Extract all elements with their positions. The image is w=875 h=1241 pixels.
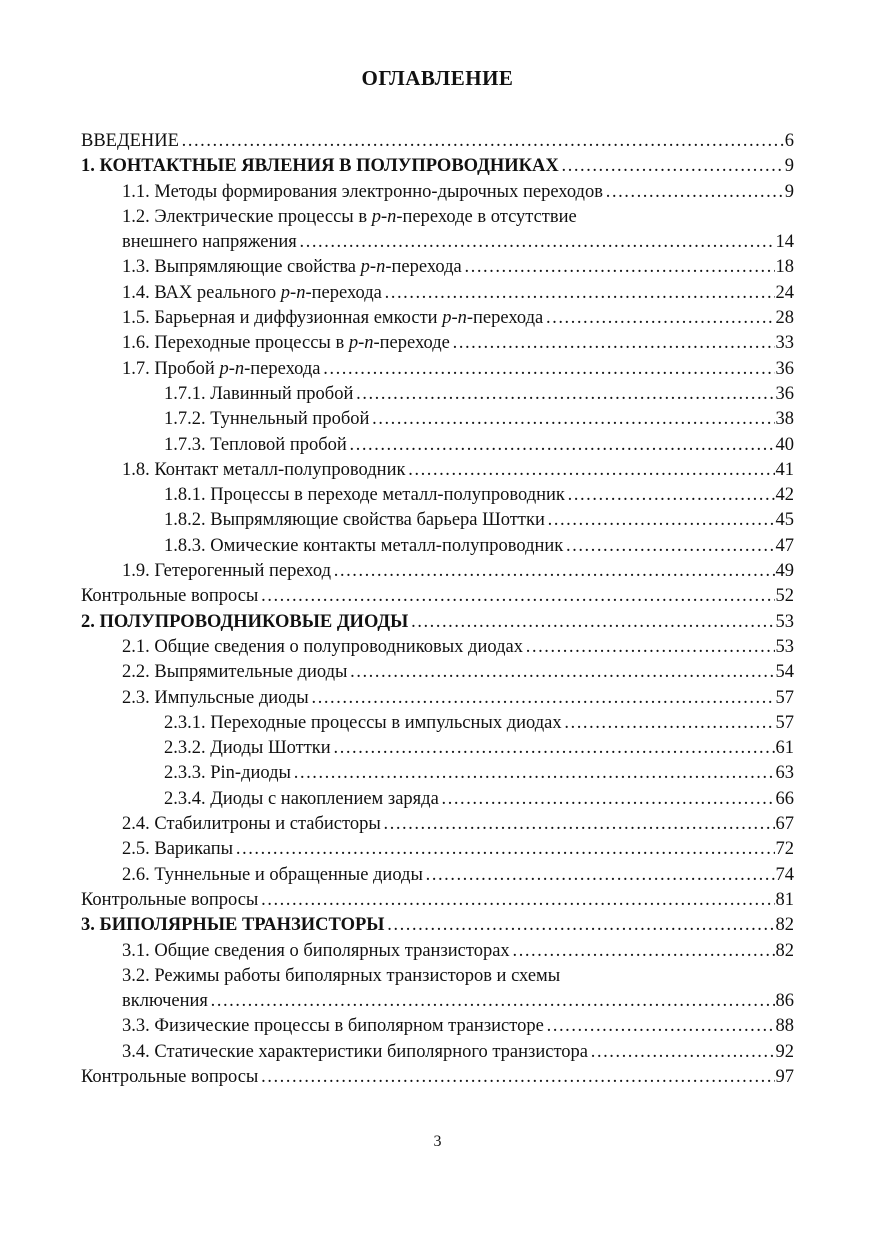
toc-entry[interactable] xyxy=(81,837,794,862)
table-of-contents xyxy=(81,129,794,1090)
toc-entry-page: 97 xyxy=(775,1066,794,1087)
toc-entry[interactable] xyxy=(81,281,794,306)
toc-entry-page: 38 xyxy=(775,409,794,430)
toc-dot-leader xyxy=(384,281,775,306)
toc-entry[interactable] xyxy=(81,180,794,205)
toc-entry[interactable] xyxy=(81,508,794,533)
toc-entry-title: 2.3.3. Pin-диоды xyxy=(164,763,291,784)
toc-entry-page: 52 xyxy=(775,586,794,607)
toc-entry[interactable] xyxy=(81,989,794,1014)
toc-entry-title: 3.1. Общие сведения о биполярных транзисторах xyxy=(122,940,510,961)
toc-entry-page: 36 xyxy=(775,358,794,379)
toc-entry[interactable] xyxy=(81,1014,794,1039)
toc-entry-title: 2. ПОЛУПРОВОДНИКОВЫЕ ДИОДЫ xyxy=(81,611,409,632)
toc-dot-leader xyxy=(349,660,774,685)
toc-entry-title: 3.4. Статические характеристики биполярного транзистора xyxy=(122,1041,588,1062)
toc-entry[interactable] xyxy=(81,939,794,964)
toc-entry[interactable] xyxy=(81,787,794,812)
toc-entry-title: 1.8.3. Омические контакты металл-полупроводник xyxy=(164,535,564,556)
toc-entry-title: 2.5. Варикапы xyxy=(122,839,234,860)
toc-entry-title: 1.7.3. Тепловой пробой xyxy=(164,434,347,455)
toc-entry[interactable] xyxy=(81,686,794,711)
toc-entry-page: 6 xyxy=(784,131,794,151)
toc-entry[interactable] xyxy=(81,306,794,331)
toc-dot-leader xyxy=(349,433,775,458)
toc-entry-page: 82 xyxy=(775,915,794,936)
toc-entry-title: 1.8. Контакт металл-полупроводник xyxy=(122,459,406,480)
toc-entry-title: 1. КОНТАКТНЫЕ ЯВЛЕНИЯ В ПОЛУПРОВОДНИКАХ xyxy=(81,156,559,177)
toc-dot-leader xyxy=(210,989,775,1014)
toc-entry[interactable] xyxy=(81,635,794,660)
toc-entry-title: 1.7.2. Туннельный пробой xyxy=(164,409,370,430)
toc-dot-leader xyxy=(441,787,775,812)
toc-entry[interactable] xyxy=(81,154,794,179)
page-title: ОГЛАВЛЕНИЕ xyxy=(361,66,514,90)
toc-entry-title: 2.4. Стабилитроны и стабисторы xyxy=(122,814,381,835)
toc-dot-leader xyxy=(407,458,774,483)
toc-entry[interactable] xyxy=(81,129,794,154)
toc-entry-page: 28 xyxy=(775,308,794,329)
toc-dot-leader xyxy=(333,736,775,761)
toc-entry-page: 63 xyxy=(775,763,794,784)
toc-entry[interactable] xyxy=(81,964,794,989)
toc-entry-page: 61 xyxy=(775,738,794,759)
toc-entry-page: 57 xyxy=(775,712,794,733)
toc-entry-page: 74 xyxy=(775,864,794,885)
toc-entry[interactable] xyxy=(81,357,794,382)
toc-entry-page: 57 xyxy=(775,687,794,708)
toc-entry-title: 1.2. Электрические процессы в p-n-переходе в отсутствие xyxy=(122,206,577,227)
toc-dot-leader xyxy=(452,331,775,356)
toc-entry-page: 9 xyxy=(784,181,794,202)
toc-entry-page: 92 xyxy=(775,1041,794,1062)
toc-entry[interactable] xyxy=(81,610,794,635)
toc-entry-title: 2.3. Импульсные диоды xyxy=(122,687,309,708)
toc-entry-title: 3.3. Физические процессы в биполярном транзисторе xyxy=(122,1016,544,1037)
toc-entry-page: 41 xyxy=(775,459,794,480)
toc-entry-page: 24 xyxy=(775,282,794,303)
toc-entry-page: 33 xyxy=(775,333,794,354)
toc-entry-page: 86 xyxy=(775,991,794,1012)
toc-entry-title: 1.4. ВАХ реального p-n-перехода xyxy=(122,282,382,303)
toc-entry-title: 1.7. Пробой p-n-перехода xyxy=(122,358,321,379)
toc-entry-title: ВВЕДЕНИЕ xyxy=(81,131,179,151)
toc-dot-leader xyxy=(299,230,775,255)
toc-entry[interactable] xyxy=(81,407,794,432)
toc-dot-leader xyxy=(371,407,774,432)
toc-dot-leader xyxy=(525,635,775,660)
toc-entry-title: 3. БИПОЛЯРНЫЕ ТРАНЗИСТОРЫ xyxy=(81,915,385,936)
toc-entry[interactable] xyxy=(81,559,794,584)
toc-entry[interactable] xyxy=(81,1065,794,1090)
toc-entry-title: 1.9. Гетерогенный переход xyxy=(122,561,331,582)
toc-entry-page: 53 xyxy=(775,611,794,632)
toc-entry-title: 2.3.4. Диоды с накоплением заряда xyxy=(164,788,439,809)
toc-entry-page: 9 xyxy=(784,156,794,177)
toc-entry-title: 1.3. Выпрямляющие свойства p-n-перехода xyxy=(122,257,462,278)
toc-entry-title: внешнего напряжения xyxy=(122,232,297,253)
toc-dot-leader xyxy=(545,306,774,331)
toc-dot-leader xyxy=(293,761,775,786)
toc-dot-leader xyxy=(311,686,775,711)
toc-dot-leader xyxy=(425,863,775,888)
toc-entry[interactable] xyxy=(81,205,794,230)
toc-entry-page: 66 xyxy=(775,788,794,809)
toc-entry-page: 82 xyxy=(775,940,794,961)
toc-entry-title: 2.3.1. Переходные процессы в импульсных диодах xyxy=(164,712,562,733)
toc-entry[interactable] xyxy=(81,660,794,685)
toc-entry-title: Контрольные вопросы xyxy=(81,889,259,910)
toc-dot-leader xyxy=(181,129,784,154)
toc-entry-page: 54 xyxy=(775,662,794,683)
toc-dot-leader xyxy=(235,837,774,862)
toc-entry[interactable] xyxy=(81,433,794,458)
toc-entry[interactable] xyxy=(81,913,794,938)
toc-entry[interactable] xyxy=(81,230,794,255)
toc-entry[interactable] xyxy=(81,534,794,559)
toc-entry-title: Контрольные вопросы xyxy=(81,1066,259,1087)
toc-entry[interactable] xyxy=(81,483,794,508)
toc-entry[interactable] xyxy=(81,1040,794,1065)
toc-dot-leader xyxy=(410,610,774,635)
toc-entry[interactable] xyxy=(81,863,794,888)
toc-dot-leader xyxy=(564,711,775,736)
toc-entry[interactable] xyxy=(81,331,794,356)
toc-entry-page: 88 xyxy=(775,1016,794,1037)
toc-entry-title: Контрольные вопросы xyxy=(81,586,259,607)
toc-entry-title: включения xyxy=(122,991,208,1012)
toc-entry-page: 42 xyxy=(775,485,794,506)
toc-dot-leader xyxy=(260,1065,774,1090)
toc-entry-title: 2.3.2. Диоды Шоттки xyxy=(164,738,331,759)
toc-dot-leader xyxy=(323,357,775,382)
toc-entry-page: 81 xyxy=(775,889,794,910)
toc-dot-leader xyxy=(464,255,775,280)
toc-entry[interactable] xyxy=(81,458,794,483)
toc-dot-leader xyxy=(260,584,774,609)
toc-entry[interactable] xyxy=(81,255,794,280)
toc-entry-title: 1.1. Методы формирования электронно-дырочных переходов xyxy=(122,181,603,202)
toc-dot-leader xyxy=(333,559,775,584)
toc-entry-title: 1.8.1. Процессы в переходе металл-полупроводник xyxy=(164,485,565,506)
toc-entry-page: 49 xyxy=(775,561,794,582)
toc-dot-leader xyxy=(565,534,774,559)
toc-entry-title: 1.6. Переходные процессы в p-n-переходе xyxy=(122,333,450,354)
toc-dot-leader xyxy=(590,1040,775,1065)
toc-entry[interactable] xyxy=(81,382,794,407)
toc-entry-page: 36 xyxy=(775,383,794,404)
toc-entry-title: 1.5. Барьерная и диффузионная емкости p-n-перехода xyxy=(122,308,544,329)
toc-entry-title: 1.8.2. Выпрямляющие свойства барьера Шоттки xyxy=(164,510,545,531)
toc-dot-leader xyxy=(512,939,775,964)
toc-entry-title: 1.7.1. Лавинный пробой xyxy=(164,383,354,404)
toc-dot-leader xyxy=(386,913,774,938)
toc-entry-page: 40 xyxy=(775,434,794,455)
toc-entry[interactable] xyxy=(81,736,794,761)
toc-entry-title: 2.6. Туннельные и обращенные диоды xyxy=(122,864,423,885)
toc-entry-page: 18 xyxy=(775,257,794,278)
page-number: 3 xyxy=(433,1133,442,1150)
toc-entry-page: 72 xyxy=(775,839,794,860)
toc-dot-leader xyxy=(260,888,774,913)
toc-entry-page: 14 xyxy=(775,232,794,253)
toc-entry[interactable] xyxy=(81,711,794,736)
toc-entry-page: 67 xyxy=(775,814,794,835)
toc-dot-leader xyxy=(561,154,784,179)
toc-dot-leader xyxy=(355,382,774,407)
toc-entry[interactable] xyxy=(81,888,794,913)
toc-entry-title: 2.2. Выпрямительные диоды xyxy=(122,662,348,683)
toc-entry-page: 47 xyxy=(775,535,794,556)
toc-dot-leader xyxy=(383,812,775,837)
toc-entry[interactable] xyxy=(81,761,794,786)
toc-entry-title: 3.2. Режимы работы биполярных транзисторов и схемы xyxy=(122,965,561,986)
toc-dot-leader xyxy=(546,1014,775,1039)
toc-dot-leader xyxy=(567,483,775,508)
toc-entry-page: 45 xyxy=(775,510,794,531)
toc-entry[interactable] xyxy=(81,584,794,609)
toc-entry-title: 2.1. Общие сведения о полупроводниковых диодах xyxy=(122,636,523,657)
toc-dot-leader xyxy=(605,180,784,205)
toc-entry-page: 53 xyxy=(775,636,794,657)
toc-dot-leader xyxy=(547,508,775,533)
toc-entry[interactable] xyxy=(81,812,794,837)
